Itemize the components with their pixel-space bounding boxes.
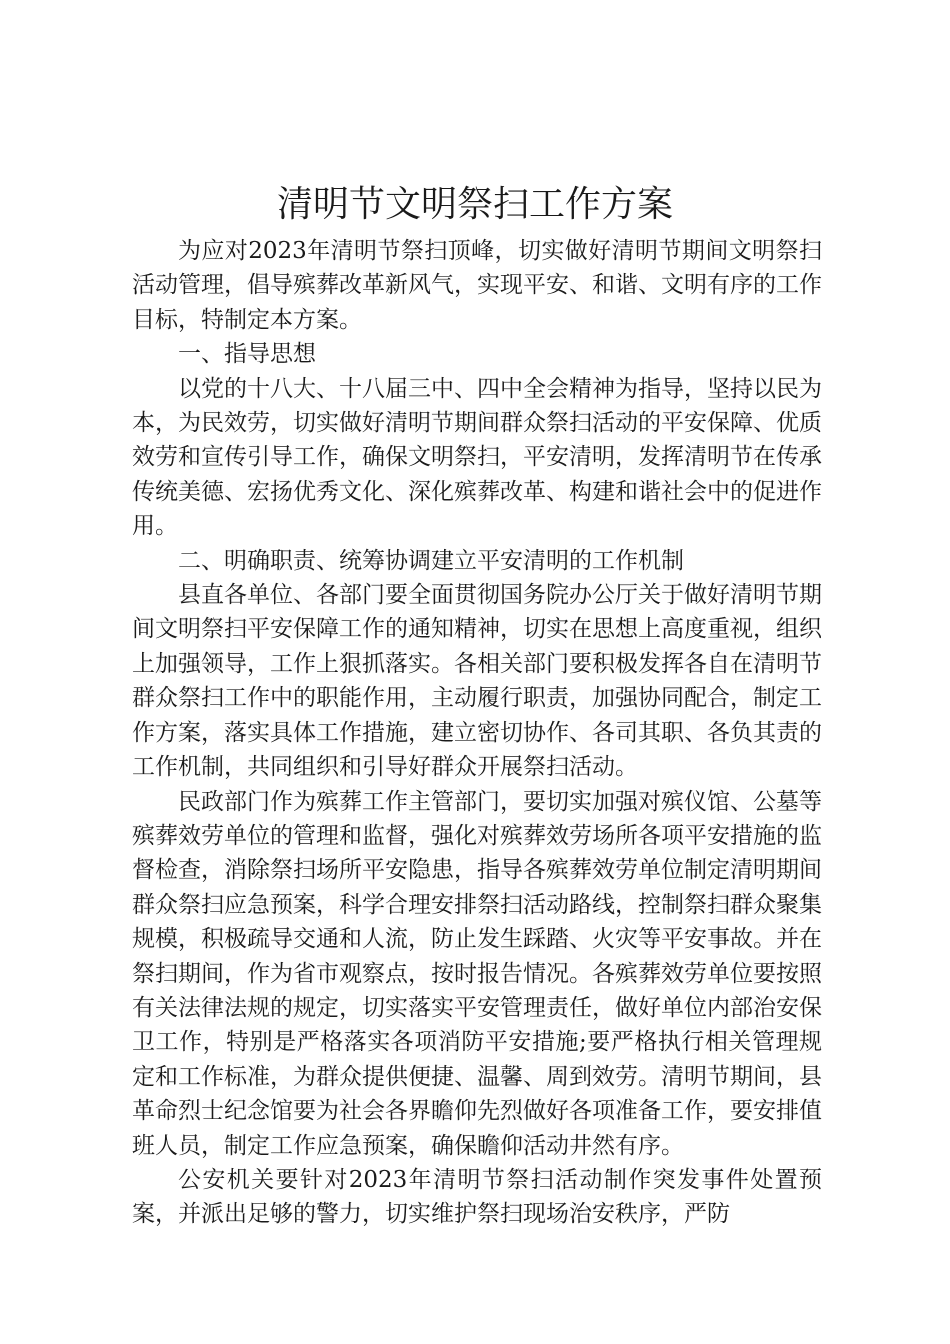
document-body xyxy=(132,234,822,1232)
section-heading-responsibilities: 二、明确职责、统筹协调建立平安清明的工作机制 xyxy=(178,547,684,574)
public-security-paragraph: 公安机关要针对2023年清明节祭扫活动制作突发事件处置预案，并派出足够的警力，切实维护祭扫现场治安秩序，严防 xyxy=(132,1166,822,1228)
civil-affairs-paragraph: 民政部门作为殡葬工作主管部门，要切实加强对殡仪馆、公墓等殡葬效劳单位的管理和监督，强化对殡葬效劳场所各项平安措施的监督检查，消除祭扫场所平安隐患，指导各殡葬效劳单位制定清明期间群众祭扫应急预案，科学合理安排祭扫活动路线，控制祭扫群众聚集规模，积极疏导交通和人流，防止发生踩踏、火灾等平安事故。并在祭扫期间，作为省市观察点，按时报告情况。各殡葬效劳单位要按照有关法律法规的规定，切实落实平安管理责任，做好单位内部治安保卫工作，特别是严格落实各项消防平安措施;要严格执行相关管理规定和工作标准，为群众提供便捷、温馨、周到效劳。清明节期间，县革命烈士纪念馆要为社会各界瞻仰先烈做好各项准备工作，要安排值班人员，制定工作应急预案，确保瞻仰活动井然有序。 xyxy=(132,788,822,1159)
guiding-ideology-paragraph: 以党的十八大、十八届三中、四中全会精神为指导，坚持以民为本，为民效劳，切实做好清明节期间群众祭扫活动的平安保障、优质效劳和宣传引导工作，确保文明祭扫，平安清明，发挥清明节在传承传统美德、宏扬优秀文化、深化殡葬改革、构建和谐社会中的促进作用。 xyxy=(132,375,822,540)
document-title: 清明节文明祭扫工作方案 xyxy=(276,184,673,225)
section-heading-guiding-ideology: 一、指导思想 xyxy=(178,341,316,368)
county-departments-paragraph: 县直各单位、各部门要全面贯彻国务院办公厅关于做好清明节期间文明祭扫平安保障工作的通知精神，切实在思想上高度重视，组织上加强领导，工作上狠抓落实。各相关部门要积极发挥各自在清明节群众祭扫工作中的职能作用，主动履行职责，加强协同配合，制定工作方案，落实具体工作措施，建立密切协作、各司其职、各负其责的工作机制，共同组织和引导好群众开展祭扫活动。 xyxy=(132,582,822,781)
intro-paragraph: 为应对2023年清明节祭扫顶峰，切实做好清明节期间文明祭扫活动管理，倡导殡葬改革新风气，实现平安、和谐、文明有序的工作目标，特制定本方案。 xyxy=(132,238,822,333)
